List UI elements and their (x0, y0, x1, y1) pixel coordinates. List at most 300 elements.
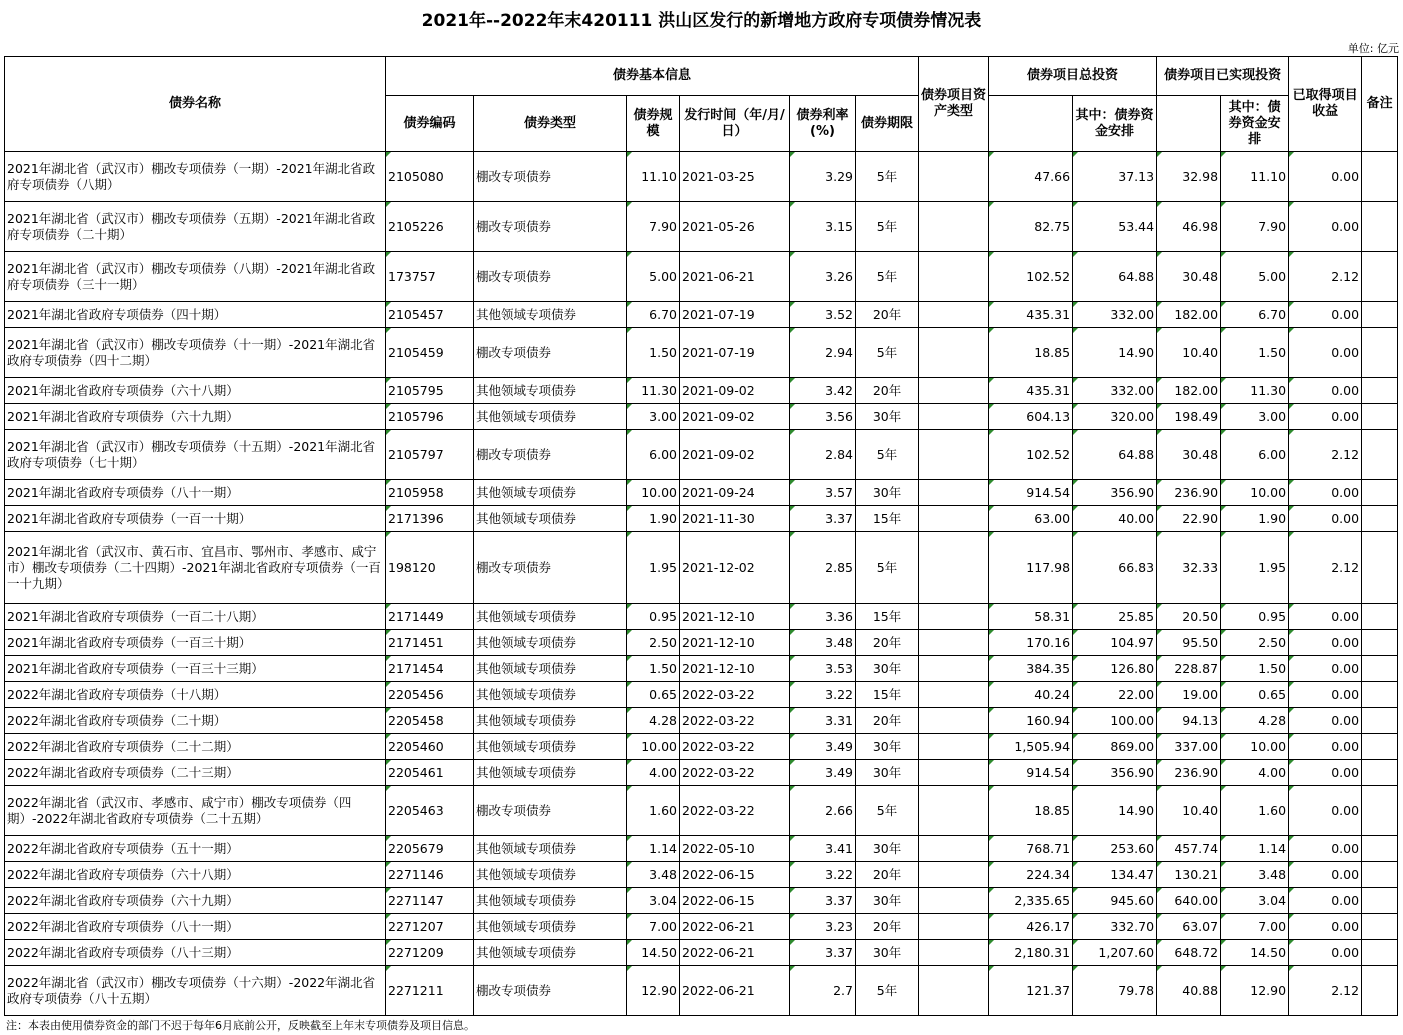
table-row (5, 302, 1398, 328)
term-cell: 20年 (856, 708, 919, 734)
asset-type-cell (919, 862, 989, 888)
table-row (5, 378, 1398, 404)
asset-type-cell (919, 836, 989, 862)
asset-type-cell (919, 966, 989, 1016)
term-cell: 5年 (856, 430, 919, 480)
bond-name-cell: 2021年湖北省政府专项债券（八十一期） (5, 480, 386, 506)
header-issue-date: 发行时间（年/月/日） (680, 96, 790, 152)
rate-cell: 2.84 (790, 430, 856, 480)
total-invest-cell: 63.00 (989, 506, 1073, 532)
realized-sub-cell: 4.28 (1221, 708, 1289, 734)
rate-cell: 3.37 (790, 940, 856, 966)
term-cell: 20年 (856, 862, 919, 888)
bond-code-cell: 2271211 (386, 966, 474, 1016)
bond-type-cell: 其他领域专项债券 (474, 760, 627, 786)
bond-name-cell: 2022年湖北省政府专项债券（二十二期） (5, 734, 386, 760)
income-cell: 0.00 (1289, 604, 1362, 630)
header-type: 债券类型 (474, 96, 627, 152)
issue-date-cell: 2021-11-30 (680, 506, 790, 532)
income-cell: 0.00 (1289, 734, 1362, 760)
bond-scale-cell: 3.48 (627, 862, 680, 888)
bond-type-cell: 棚改专项债券 (474, 532, 627, 604)
term-cell: 30年 (856, 734, 919, 760)
remark-cell (1362, 734, 1398, 760)
bond-name-cell: 2022年湖北省（武汉市）棚改专项债券（十六期）-2022年湖北省政府专项债券（八十五期） (5, 966, 386, 1016)
issue-date-cell: 2021-12-10 (680, 630, 790, 656)
bond-scale-cell: 1.50 (627, 328, 680, 378)
issue-date-cell: 2022-06-15 (680, 862, 790, 888)
realized-sub-cell: 1.50 (1221, 328, 1289, 378)
table-row (5, 328, 1398, 378)
income-cell: 0.00 (1289, 940, 1362, 966)
bond-code-cell: 2105958 (386, 480, 474, 506)
header-remark: 备注 (1362, 57, 1398, 152)
term-cell: 30年 (856, 404, 919, 430)
remark-cell (1362, 430, 1398, 480)
realized-sub-cell: 0.95 (1221, 604, 1289, 630)
total-invest-sub-cell: 332.00 (1073, 378, 1157, 404)
table-row (5, 940, 1398, 966)
total-invest-cell: 170.16 (989, 630, 1073, 656)
income-cell: 0.00 (1289, 862, 1362, 888)
realized-sub-cell: 10.00 (1221, 480, 1289, 506)
bond-type-cell: 棚改专项债券 (474, 966, 627, 1016)
asset-type-cell (919, 480, 989, 506)
issue-date-cell: 2021-12-10 (680, 656, 790, 682)
remark-cell (1362, 604, 1398, 630)
bond-scale-cell: 1.50 (627, 656, 680, 682)
header-realized-invest: 债券项目已实现投资 (1157, 57, 1289, 96)
income-cell: 0.00 (1289, 404, 1362, 430)
income-cell: 0.00 (1289, 682, 1362, 708)
realized-sub-cell: 1.95 (1221, 532, 1289, 604)
bond-code-cell: 2271147 (386, 888, 474, 914)
remark-cell (1362, 630, 1398, 656)
rate-cell: 3.36 (790, 604, 856, 630)
realized-sub-cell: 3.04 (1221, 888, 1289, 914)
total-invest-sub-cell: 253.60 (1073, 836, 1157, 862)
rate-cell: 3.37 (790, 888, 856, 914)
rate-cell: 3.22 (790, 862, 856, 888)
bond-scale-cell: 7.00 (627, 914, 680, 940)
remark-cell (1362, 506, 1398, 532)
income-cell: 0.00 (1289, 202, 1362, 252)
total-invest-cell: 224.34 (989, 862, 1073, 888)
income-cell: 0.00 (1289, 914, 1362, 940)
rate-cell: 3.29 (790, 152, 856, 202)
total-invest-sub-cell: 332.00 (1073, 302, 1157, 328)
income-cell: 0.00 (1289, 328, 1362, 378)
bond-scale-cell: 0.65 (627, 682, 680, 708)
income-cell: 0.00 (1289, 836, 1362, 862)
unit-label: 单位: 亿元 (1347, 42, 1399, 55)
asset-type-cell (919, 252, 989, 302)
income-cell: 0.00 (1289, 630, 1362, 656)
realized-invest-cell: 19.00 (1157, 682, 1221, 708)
realized-invest-cell: 20.50 (1157, 604, 1221, 630)
bond-type-cell: 其他领域专项债券 (474, 656, 627, 682)
total-invest-sub-cell: 869.00 (1073, 734, 1157, 760)
bond-name-cell: 2021年湖北省政府专项债券（六十八期） (5, 378, 386, 404)
total-invest-sub-cell: 64.88 (1073, 430, 1157, 480)
remark-cell (1362, 328, 1398, 378)
rate-cell: 2.94 (790, 328, 856, 378)
rate-cell: 3.31 (790, 708, 856, 734)
asset-type-cell (919, 152, 989, 202)
total-invest-sub-cell: 100.00 (1073, 708, 1157, 734)
asset-type-cell (919, 656, 989, 682)
header-rate: 债券利率(%) (790, 96, 856, 152)
bond-code-cell: 173757 (386, 252, 474, 302)
asset-type-cell (919, 760, 989, 786)
realized-invest-cell: 30.48 (1157, 430, 1221, 480)
total-invest-cell: 768.71 (989, 836, 1073, 862)
bond-code-cell: 2205458 (386, 708, 474, 734)
bond-scale-cell: 10.00 (627, 480, 680, 506)
issue-date-cell: 2022-03-22 (680, 786, 790, 836)
bond-name-cell: 2022年湖北省政府专项债券（八十一期） (5, 914, 386, 940)
asset-type-cell (919, 914, 989, 940)
term-cell: 30年 (856, 656, 919, 682)
table-row (5, 708, 1398, 734)
remark-cell (1362, 940, 1398, 966)
bond-scale-cell: 11.10 (627, 152, 680, 202)
realized-invest-cell: 182.00 (1157, 302, 1221, 328)
total-invest-cell: 914.54 (989, 480, 1073, 506)
remark-cell (1362, 202, 1398, 252)
footnote: 注：本表由使用债券资金的部门不迟于每年6月底前公开，反映截至上年末专项债券及项目信息。 (6, 1019, 475, 1032)
bond-code-cell: 2205456 (386, 682, 474, 708)
total-invest-cell: 102.52 (989, 430, 1073, 480)
total-invest-sub-cell: 134.47 (1073, 862, 1157, 888)
realized-sub-cell: 2.50 (1221, 630, 1289, 656)
table-row (5, 252, 1398, 302)
remark-cell (1362, 966, 1398, 1016)
total-invest-cell: 604.13 (989, 404, 1073, 430)
rate-cell: 2.85 (790, 532, 856, 604)
bond-code-cell: 2205679 (386, 836, 474, 862)
income-cell: 0.00 (1289, 656, 1362, 682)
total-invest-cell: 58.31 (989, 604, 1073, 630)
realized-invest-cell: 94.13 (1157, 708, 1221, 734)
bond-name-cell: 2021年湖北省政府专项债券（四十期） (5, 302, 386, 328)
issue-date-cell: 2021-09-02 (680, 378, 790, 404)
table-row (5, 656, 1398, 682)
header-asset-type: 债券项目资产类型 (919, 57, 989, 152)
realized-sub-cell: 0.65 (1221, 682, 1289, 708)
realized-sub-cell: 3.00 (1221, 404, 1289, 430)
bond-type-cell: 棚改专项债券 (474, 152, 627, 202)
bond-code-cell: 2205461 (386, 760, 474, 786)
realized-invest-cell: 457.74 (1157, 836, 1221, 862)
bond-scale-cell: 10.00 (627, 734, 680, 760)
bond-scale-cell: 1.14 (627, 836, 680, 862)
term-cell: 5年 (856, 966, 919, 1016)
remark-cell (1362, 480, 1398, 506)
bond-name-cell: 2021年湖北省（武汉市）棚改专项债券（五期）-2021年湖北省政府专项债券（二十期） (5, 202, 386, 252)
table-row (5, 862, 1398, 888)
total-invest-sub-cell: 126.80 (1073, 656, 1157, 682)
rate-cell: 3.48 (790, 630, 856, 656)
realized-invest-cell: 198.49 (1157, 404, 1221, 430)
asset-type-cell (919, 734, 989, 760)
rate-cell: 3.41 (790, 836, 856, 862)
bond-scale-cell: 2.50 (627, 630, 680, 656)
bond-scale-cell: 7.90 (627, 202, 680, 252)
realized-invest-cell: 337.00 (1157, 734, 1221, 760)
bond-code-cell: 2105459 (386, 328, 474, 378)
term-cell: 5年 (856, 532, 919, 604)
income-cell: 0.00 (1289, 480, 1362, 506)
issue-date-cell: 2022-06-21 (680, 940, 790, 966)
bond-name-cell: 2021年湖北省政府专项债券（六十九期） (5, 404, 386, 430)
issue-date-cell: 2022-03-22 (680, 760, 790, 786)
table-row (5, 914, 1398, 940)
realized-invest-cell: 10.40 (1157, 786, 1221, 836)
table-row (5, 888, 1398, 914)
total-invest-sub-cell: 64.88 (1073, 252, 1157, 302)
bond-code-cell: 198120 (386, 532, 474, 604)
bond-type-cell: 其他领域专项债券 (474, 836, 627, 862)
total-invest-sub-cell: 332.70 (1073, 914, 1157, 940)
remark-cell (1362, 404, 1398, 430)
rate-cell: 2.7 (790, 966, 856, 1016)
table-row (5, 532, 1398, 604)
asset-type-cell (919, 630, 989, 656)
income-cell: 0.00 (1289, 302, 1362, 328)
realized-invest-cell: 22.90 (1157, 506, 1221, 532)
realized-invest-cell: 640.00 (1157, 888, 1221, 914)
total-invest-cell: 102.52 (989, 252, 1073, 302)
realized-sub-cell: 14.50 (1221, 940, 1289, 966)
realized-invest-cell: 130.21 (1157, 862, 1221, 888)
realized-sub-cell: 5.00 (1221, 252, 1289, 302)
term-cell: 30年 (856, 888, 919, 914)
asset-type-cell (919, 682, 989, 708)
realized-sub-cell: 1.50 (1221, 656, 1289, 682)
header-realized-invest-blank (1157, 96, 1221, 152)
realized-invest-cell: 10.40 (1157, 328, 1221, 378)
rate-cell: 2.66 (790, 786, 856, 836)
remark-cell (1362, 862, 1398, 888)
asset-type-cell (919, 328, 989, 378)
realized-invest-cell: 236.90 (1157, 480, 1221, 506)
bond-code-cell: 2105080 (386, 152, 474, 202)
issue-date-cell: 2021-09-02 (680, 430, 790, 480)
bond-scale-cell: 1.90 (627, 506, 680, 532)
bond-scale-cell: 6.00 (627, 430, 680, 480)
header-code: 债券编码 (386, 96, 474, 152)
term-cell: 20年 (856, 630, 919, 656)
issue-date-cell: 2021-06-21 (680, 252, 790, 302)
bond-code-cell: 2205460 (386, 734, 474, 760)
issue-date-cell: 2022-06-21 (680, 914, 790, 940)
total-invest-cell: 914.54 (989, 760, 1073, 786)
table-row (5, 506, 1398, 532)
bond-name-cell: 2022年湖北省政府专项债券（八十三期） (5, 940, 386, 966)
income-cell: 0.00 (1289, 378, 1362, 404)
issue-date-cell: 2021-07-19 (680, 302, 790, 328)
header-scale: 债券规模 (627, 96, 680, 152)
table-row (5, 734, 1398, 760)
realized-sub-cell: 7.00 (1221, 914, 1289, 940)
realized-sub-cell: 7.90 (1221, 202, 1289, 252)
rate-cell: 3.49 (790, 734, 856, 760)
asset-type-cell (919, 532, 989, 604)
table-row (5, 836, 1398, 862)
bond-type-cell: 其他领域专项债券 (474, 302, 627, 328)
term-cell: 30年 (856, 760, 919, 786)
bond-type-cell: 其他领域专项债券 (474, 914, 627, 940)
term-cell: 20年 (856, 378, 919, 404)
total-invest-cell: 384.35 (989, 656, 1073, 682)
income-cell: 2.12 (1289, 532, 1362, 604)
bond-code-cell: 2271146 (386, 862, 474, 888)
total-invest-sub-cell: 356.90 (1073, 760, 1157, 786)
bond-type-cell: 其他领域专项债券 (474, 708, 627, 734)
header-bond-name: 债券名称 (5, 57, 386, 152)
income-cell: 0.00 (1289, 760, 1362, 786)
bond-code-cell: 2105795 (386, 378, 474, 404)
bond-name-cell: 2021年湖北省（武汉市）棚改专项债券（八期）-2021年湖北省政府专项债券（三十一期） (5, 252, 386, 302)
bond-scale-cell: 3.04 (627, 888, 680, 914)
remark-cell (1362, 378, 1398, 404)
table-row (5, 760, 1398, 786)
issue-date-cell: 2022-06-15 (680, 888, 790, 914)
realized-invest-cell: 95.50 (1157, 630, 1221, 656)
issue-date-cell: 2022-03-22 (680, 682, 790, 708)
bond-type-cell: 其他领域专项债券 (474, 862, 627, 888)
total-invest-sub-cell: 25.85 (1073, 604, 1157, 630)
bond-code-cell: 2271207 (386, 914, 474, 940)
realized-invest-cell: 236.90 (1157, 760, 1221, 786)
table-body (5, 152, 1398, 1016)
header-realized-sub: 其中：债券资金安排 (1221, 96, 1289, 152)
income-cell: 2.12 (1289, 430, 1362, 480)
total-invest-cell: 18.85 (989, 328, 1073, 378)
rate-cell: 3.52 (790, 302, 856, 328)
bond-code-cell: 2205463 (386, 786, 474, 836)
total-invest-sub-cell: 53.44 (1073, 202, 1157, 252)
issue-date-cell: 2021-03-25 (680, 152, 790, 202)
total-invest-cell: 82.75 (989, 202, 1073, 252)
bond-name-cell: 2021年湖北省政府专项债券（一百三十三期） (5, 656, 386, 682)
remark-cell (1362, 682, 1398, 708)
bond-type-cell: 其他领域专项债券 (474, 604, 627, 630)
bond-name-cell: 2022年湖北省政府专项债券（十八期） (5, 682, 386, 708)
bond-code-cell: 2171454 (386, 656, 474, 682)
total-invest-sub-cell: 1,207.60 (1073, 940, 1157, 966)
income-cell: 2.12 (1289, 252, 1362, 302)
total-invest-sub-cell: 37.13 (1073, 152, 1157, 202)
bond-type-cell: 其他领域专项债券 (474, 506, 627, 532)
bond-scale-cell: 4.28 (627, 708, 680, 734)
rate-cell: 3.26 (790, 252, 856, 302)
realized-sub-cell: 4.00 (1221, 760, 1289, 786)
table-row (5, 202, 1398, 252)
table-row (5, 152, 1398, 202)
term-cell: 20年 (856, 914, 919, 940)
realized-invest-cell: 40.88 (1157, 966, 1221, 1016)
asset-type-cell (919, 940, 989, 966)
bond-name-cell: 2021年湖北省政府专项债券（一百二十八期） (5, 604, 386, 630)
bond-name-cell: 2022年湖北省政府专项债券（五十一期） (5, 836, 386, 862)
bond-name-cell: 2021年湖北省政府专项债券（一百一十期） (5, 506, 386, 532)
income-cell: 2.12 (1289, 966, 1362, 1016)
issue-date-cell: 2022-03-22 (680, 734, 790, 760)
bond-type-cell: 棚改专项债券 (474, 430, 627, 480)
total-invest-cell: 2,180.31 (989, 940, 1073, 966)
asset-type-cell (919, 604, 989, 630)
term-cell: 5年 (856, 786, 919, 836)
rate-cell: 3.23 (790, 914, 856, 940)
bond-table (4, 56, 1398, 1016)
income-cell: 0.00 (1289, 786, 1362, 836)
income-cell: 0.00 (1289, 506, 1362, 532)
total-invest-sub-cell: 40.00 (1073, 506, 1157, 532)
total-invest-sub-cell: 14.90 (1073, 786, 1157, 836)
bond-code-cell: 2171449 (386, 604, 474, 630)
bond-type-cell: 棚改专项债券 (474, 328, 627, 378)
remark-cell (1362, 152, 1398, 202)
income-cell: 0.00 (1289, 708, 1362, 734)
bond-type-cell: 其他领域专项债券 (474, 888, 627, 914)
total-invest-sub-cell: 320.00 (1073, 404, 1157, 430)
term-cell: 15年 (856, 506, 919, 532)
bond-name-cell: 2022年湖北省政府专项债券（六十九期） (5, 888, 386, 914)
issue-date-cell: 2021-09-02 (680, 404, 790, 430)
realized-invest-cell: 182.00 (1157, 378, 1221, 404)
term-cell: 5年 (856, 252, 919, 302)
bond-code-cell: 2105796 (386, 404, 474, 430)
remark-cell (1362, 532, 1398, 604)
bond-scale-cell: 12.90 (627, 966, 680, 1016)
issue-date-cell: 2021-05-26 (680, 202, 790, 252)
asset-type-cell (919, 708, 989, 734)
realized-invest-cell: 46.98 (1157, 202, 1221, 252)
realized-invest-cell: 30.48 (1157, 252, 1221, 302)
bond-type-cell: 棚改专项债券 (474, 786, 627, 836)
issue-date-cell: 2021-09-24 (680, 480, 790, 506)
remark-cell (1362, 302, 1398, 328)
term-cell: 5年 (856, 328, 919, 378)
total-invest-cell: 47.66 (989, 152, 1073, 202)
rate-cell: 3.37 (790, 506, 856, 532)
bond-name-cell: 2021年湖北省（武汉市）棚改专项债券（十一期）-2021年湖北省政府专项债券（四十二期） (5, 328, 386, 378)
total-invest-cell: 426.17 (989, 914, 1073, 940)
total-invest-sub-cell: 79.78 (1073, 966, 1157, 1016)
remark-cell (1362, 760, 1398, 786)
term-cell: 15年 (856, 682, 919, 708)
issue-date-cell: 2021-12-10 (680, 604, 790, 630)
bond-type-cell: 其他领域专项债券 (474, 734, 627, 760)
rate-cell: 3.49 (790, 760, 856, 786)
bond-name-cell: 2021年湖北省（武汉市、黄石市、宜昌市、鄂州市、孝感市、咸宁市）棚改专项债券（二十四期）-2021年湖北省政府专项债券（一百一十九期） (5, 532, 386, 604)
asset-type-cell (919, 378, 989, 404)
realized-sub-cell: 1.60 (1221, 786, 1289, 836)
table-row (5, 786, 1398, 836)
total-invest-sub-cell: 66.83 (1073, 532, 1157, 604)
total-invest-cell: 435.31 (989, 378, 1073, 404)
total-invest-cell: 117.98 (989, 532, 1073, 604)
bond-type-cell: 其他领域专项债券 (474, 404, 627, 430)
remark-cell (1362, 708, 1398, 734)
bond-name-cell: 2021年湖北省（武汉市）棚改专项债券（十五期）-2021年湖北省政府专项债券（七十期） (5, 430, 386, 480)
bond-scale-cell: 6.70 (627, 302, 680, 328)
bond-code-cell: 2105226 (386, 202, 474, 252)
income-cell: 0.00 (1289, 152, 1362, 202)
page-title: 2021年--2022年末420111 洪山区发行的新增地方政府专项债券情况表 (421, 11, 982, 31)
